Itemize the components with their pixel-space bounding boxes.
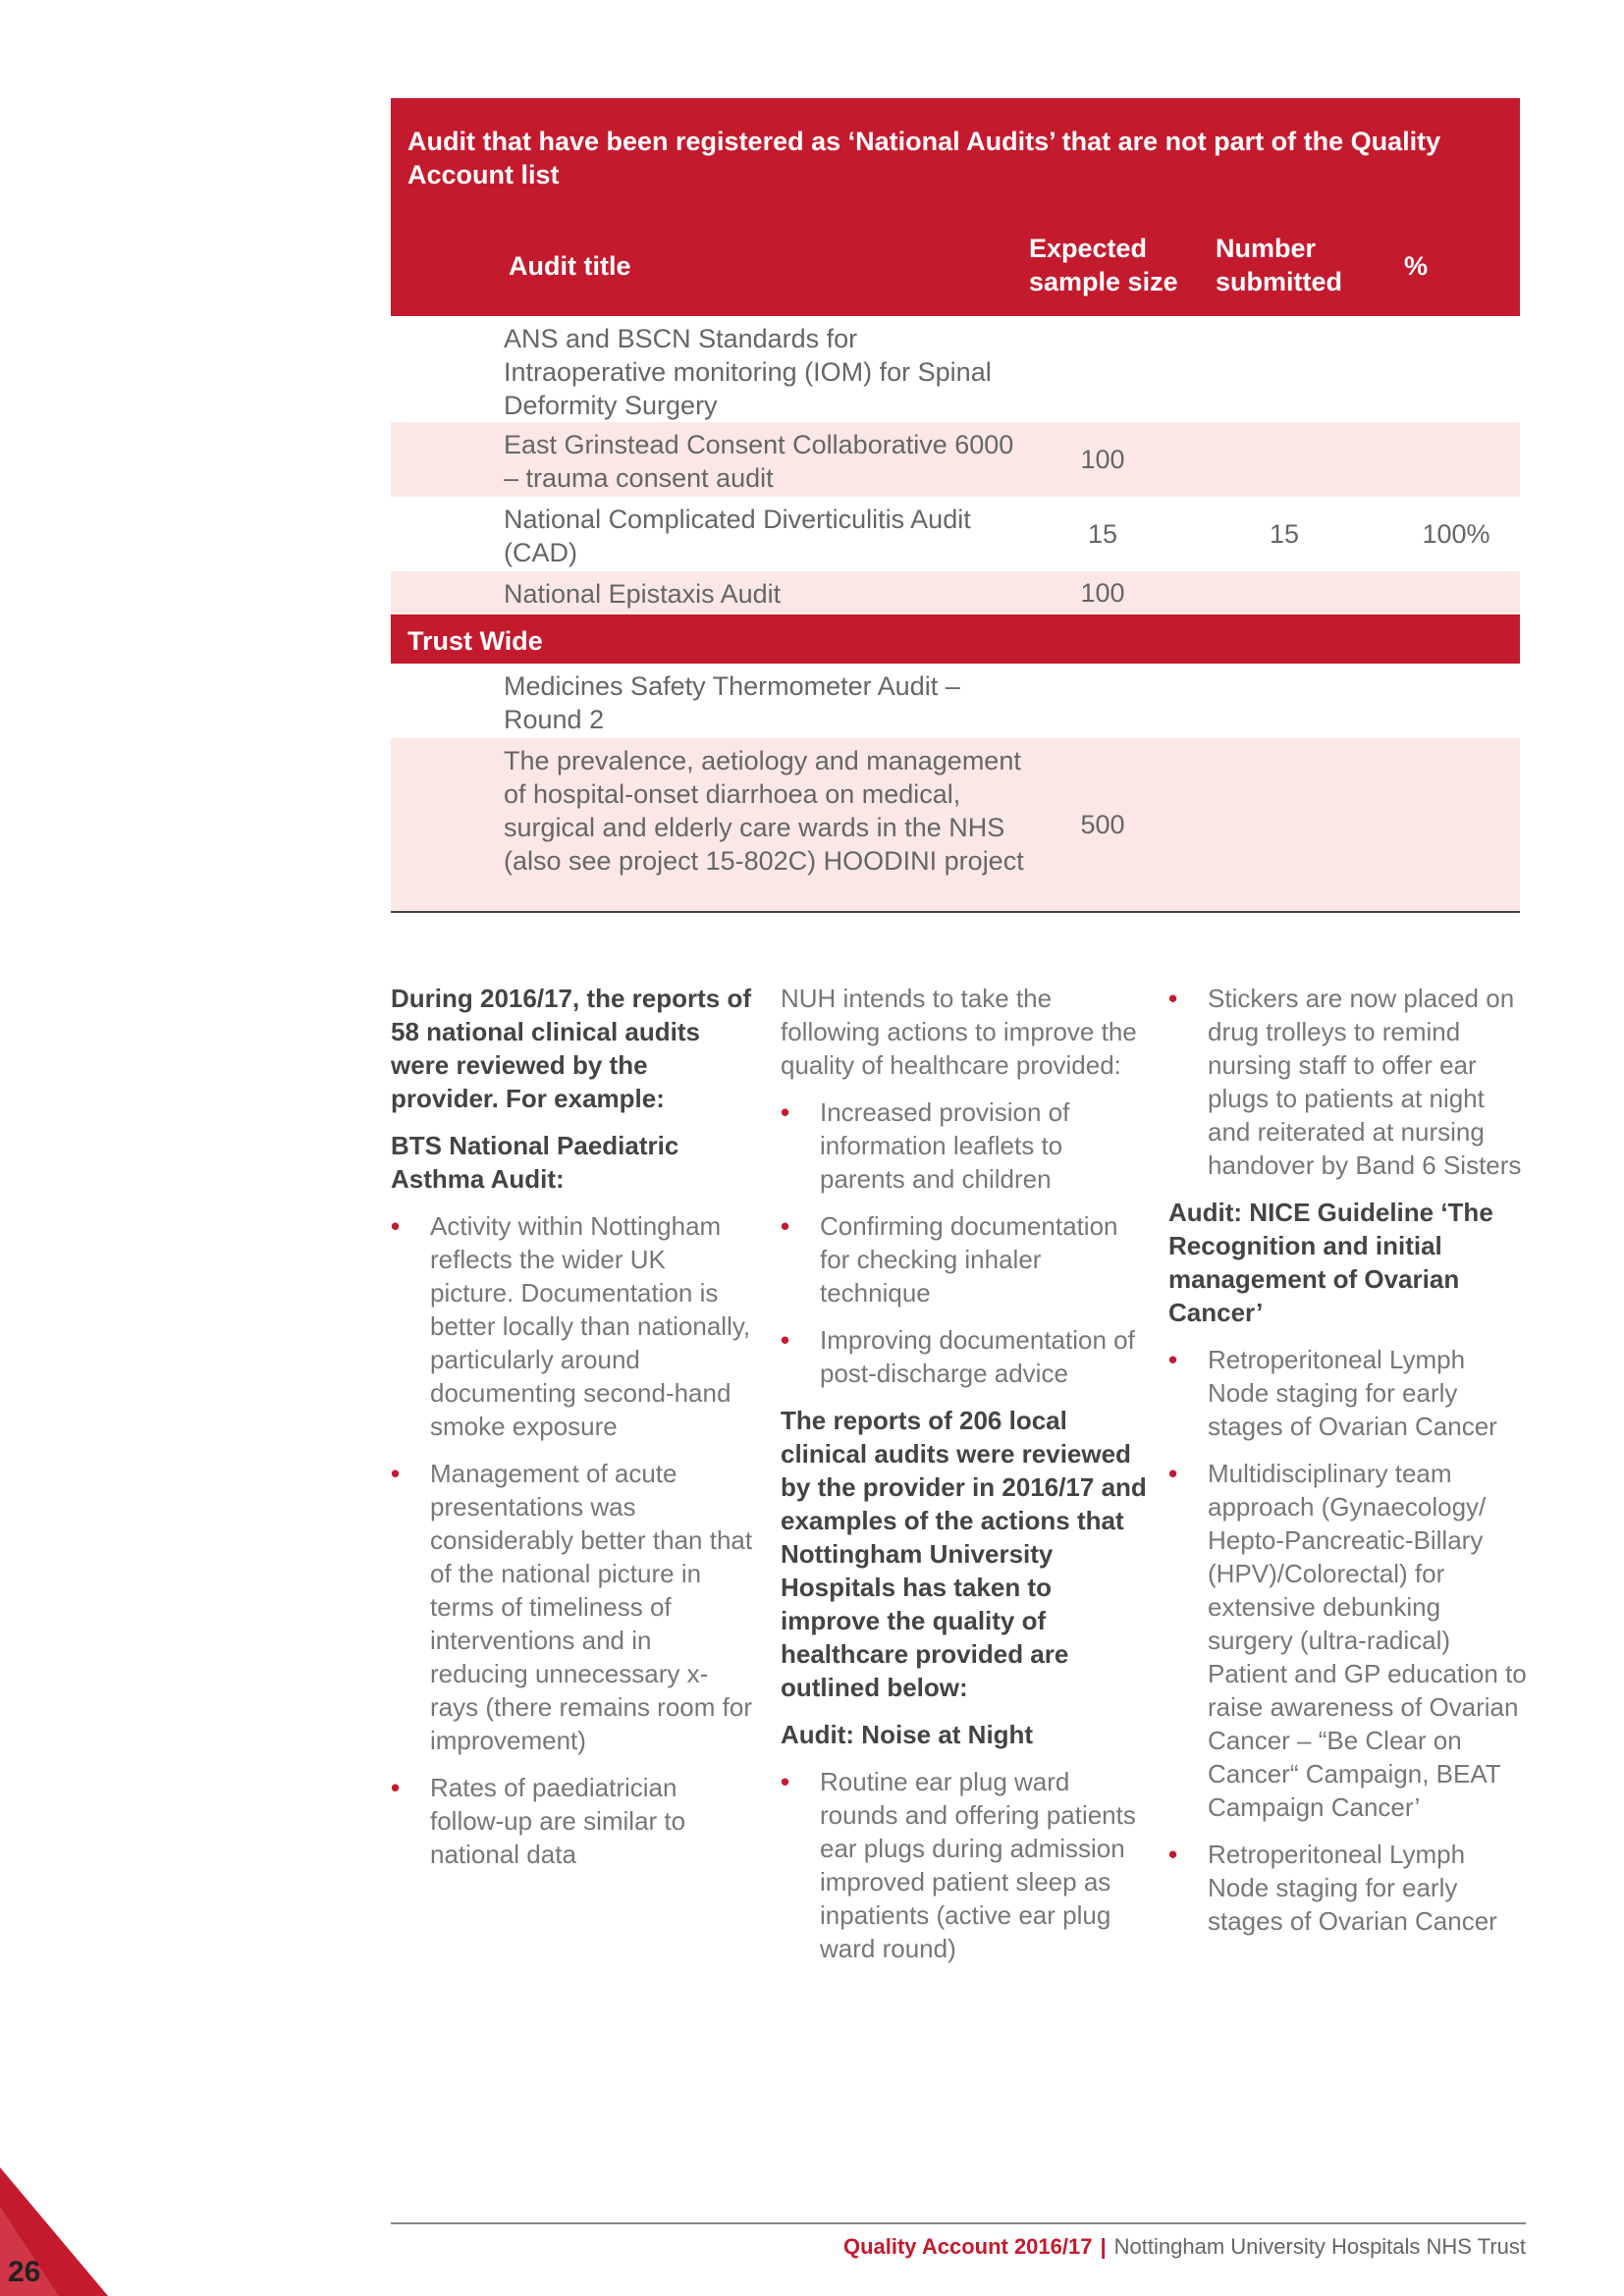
text-column-2 [781,982,1149,1979]
table-row: National Complicated Diverticulitis Audit (CAD) 15 15 100% [504,505,1490,567]
bullet-icon: • [781,1767,790,1796]
bullet-icon: • [1168,1345,1178,1374]
local-audits-intro: The reports of 206 local clinical audits were reviewed by the provider in 2016/17 and examples of the actions that Nottingham University Hospitals has taken to improve the quality of healthcare provided are outlined below: [781,1406,1147,1702]
table-header [391,98,1520,316]
bullet-icon: • [1168,1459,1178,1488]
footer-title: Quality Account 2016/17 [842,2234,1093,2259]
page-number: 26 [8,2256,41,2288]
footer-divider [391,2222,1526,2224]
bullet-icon: • [781,1211,790,1241]
text-column-3 [1168,982,1527,1951]
bullet-icon: • [781,1097,790,1127]
list-item: • Routine ear plug ward rounds and offering patients ear plugs during admission improved patient sleep as inpatients (active ear plug ward round) [781,1767,1136,1963]
list-item: • Confirming documentation for checking inhaler technique [781,1211,1118,1308]
header-percent: % [1404,251,1429,281]
footer-org: Nottingham University Hospitals NHS Trust [1113,2234,1526,2259]
table-caption: Audit that have been registered as ‘National Audits’ that are not part of the Quality Account list [407,127,1441,189]
section-heading: Audit: Noise at Night [781,1720,1034,1749]
actions-intro: NUH intends to take the following actions to improve the quality of healthcare provided: [781,984,1137,1080]
bullet-icon: • [1168,1840,1178,1869]
page-footer [843,2232,1526,2262]
bullet-icon: • [391,1459,401,1488]
header-expected-sample-size: Expected sample size [1029,234,1178,296]
bullet-icon: • [1168,984,1178,1013]
bullet-icon: • [391,1773,401,1802]
bullet-icon: • [391,1211,401,1241]
list-item: • Rates of paediatrician follow-up are similar to national data [391,1773,686,1869]
table-row: Medicines Safety Thermometer Audit – Round 2 [504,671,960,734]
list-item: • Management of acute presentations was considerably better than that of the national picture in terms of timeliness of interventions and in reducing unnecessary x-rays (there remains room for improvement) [391,1459,753,1755]
list-item: • Retroperitoneal Lymph Node staging for early stages of Ovarian Cancer [1168,1840,1497,1936]
list-item: • Multidisciplinary team approach (Gynaecology/ Hepto-Pancreatic-Billary (HPV)/Colorectal) for extensive debunking surgery (ultra-radical) Patient and GP education to raise awareness of Ovarian Cancer – “Be Clear on Cancer“ Campaign, BEAT Campaign Cancer’ [1168,1459,1527,1822]
section-heading: BTS National Paediatric Asthma Audit: [391,1131,679,1194]
list-item: • Stickers are now placed on drug trolleys to remind nursing staff to offer ear plugs to patients at night and reiterated at nursing handover by Band 6 Sisters [1168,984,1522,1180]
list-item: • Retroperitoneal Lymph Node staging for early stages of Ovarian Cancer [1168,1345,1497,1441]
footer-separator: | [1100,2234,1107,2259]
list-item: • Increased provision of information leaflets to parents and children [781,1097,1070,1194]
trust-wide-band: Trust Wide [391,614,1520,664]
audit-table [391,98,1520,913]
list-item: • Improving documentation of post-discharge advice [781,1325,1135,1388]
national-audits-intro: During 2016/17, the reports of 58 national clinical audits were reviewed by the provider. For example: [391,984,751,1113]
table-row: ANS and BSCN Standards for Intraoperative monitoring (IOM) for Spinal Deformity Surgery [504,324,992,420]
header-number-submitted: Number submitted [1216,234,1343,296]
list-item: • Activity within Nottingham reflects the wider UK picture. Documentation is better locally than nationally, particularly around documenting second-hand smoke exposure [391,1211,751,1441]
section-heading: Audit: NICE Guideline ‘The Recognition and initial management of Ovarian Cancer’ [1168,1198,1493,1327]
column-headers [391,222,1520,316]
table-row: East Grinstead Consent Collaborative 6000 – trauma consent audit 100 [391,422,1520,497]
table-row: The prevalence, aetiology and management of hospital-onset diarrhoea on medical, surgical and elderly care wards in the NHS (also see project 15-802C) HOODINI project 500 [391,738,1520,913]
table-row: National Epistaxis Audit 100 [391,571,1520,614]
bullet-icon: • [781,1325,790,1355]
header-audit-title: Audit title [509,251,631,281]
text-column-1 [391,982,754,1885]
